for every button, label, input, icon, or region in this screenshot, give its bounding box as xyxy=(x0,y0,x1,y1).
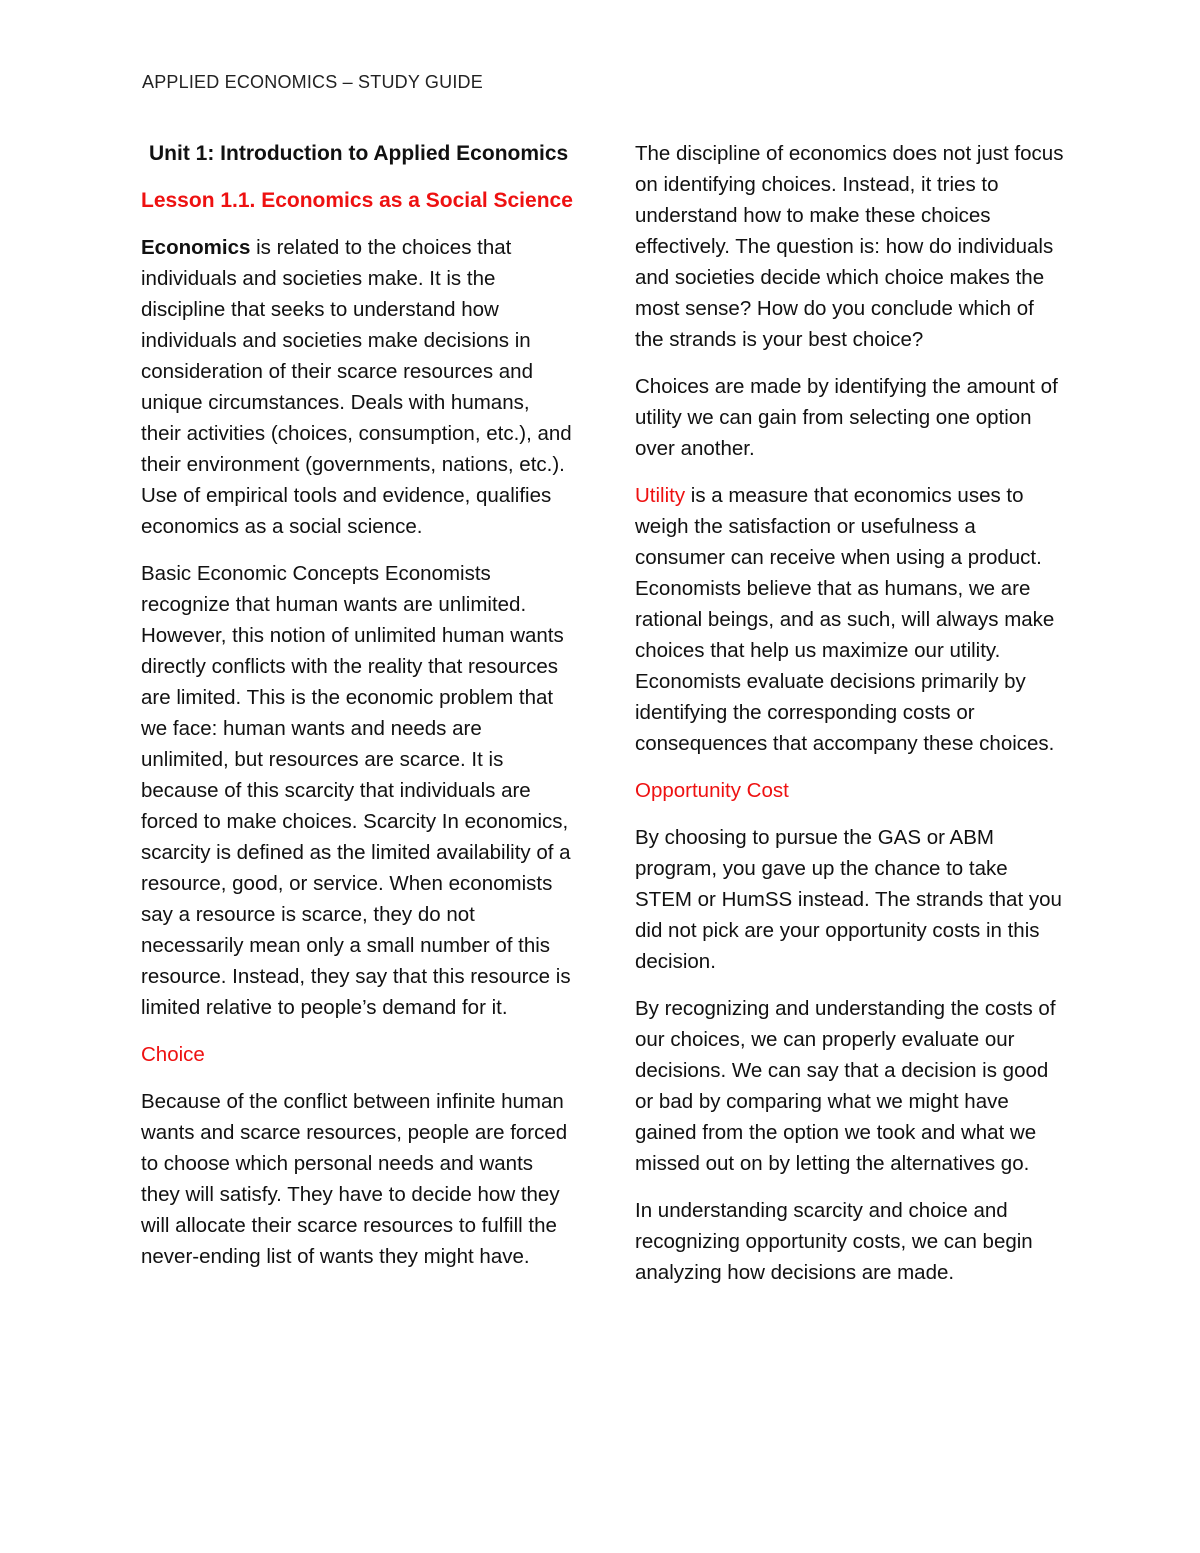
economics-definition-text: is related to the choices that individuals and societies make. It is the discipline that seeks to understand how individuals and societies make decisions in consideration of their scarce resources and unique circumstances. Deals with humans, their activities (choices, consumption, etc.), and their environment (governments, nations, etc.). Use of empirical tools and evidence, qualifies economics as a social science. xyxy=(141,236,572,538)
utility-term: Utility xyxy=(635,484,686,507)
discipline-paragraph: The discipline of economics does not just focus on identifying choices. Instead, it tries to understand how to make these choices effectively. The question is: how do individuals and societies decide which choice makes the most sense? How do you conclude which of the strands is your best choice? xyxy=(635,142,1064,351)
unit-title: Unit 1: Introduction to Applied Economics xyxy=(149,142,569,165)
opportunity-example-paragraph: By choosing to pursue the GAS or ABM program, you gave up the chance to take STEM or HumSS instead. The strands that you did not pick are your opportunity costs in this decision. xyxy=(635,826,1062,973)
evaluating-decisions-paragraph: By recognizing and understanding the costs of our choices, we can properly evaluate our decisions. We can say that a decision is good or bad by comparing what we might have gained from the option we took and what we missed out on by letting the alternatives go. xyxy=(635,997,1056,1175)
basic-concepts-paragraph: Basic Economic Concepts Economists recognize that human wants are unlimited. However, this notion of unlimited human wants directly conflicts with the reality that resources are limited. This is the economic problem that we face: human wants and needs are unlimited, but resources are scarce. It is because of this scarcity that individuals are forced to make choices. Scarcity In economics, scarcity is defined as the limited availability of a resource, good, or service. When economists say a resource is scarce, they do not necessarily mean only a small number of this resource. Instead, they say that this resource is limited relative to people’s demand for it. xyxy=(141,562,571,1019)
economics-term: Economics xyxy=(141,236,251,259)
choice-heading: Choice xyxy=(141,1043,205,1066)
utility-definition-text: is a measure that economics uses to weigh the satisfaction or usefulness a consumer can receive when using a product. Economists believe that as humans, we are rational beings, and as such, will always make choices that help us maximize our utility. Economists evaluate decisions primarily by identifying the corresponding costs or consequences that accompany these choices. xyxy=(635,484,1055,755)
utility-paragraph xyxy=(635,480,1067,759)
economics-definition-paragraph xyxy=(141,232,573,542)
choices-utility-paragraph: Choices are made by identifying the amount of utility we can gain from selecting one option over another. xyxy=(635,375,1058,460)
page-header: APPLIED ECONOMICS – STUDY GUIDE xyxy=(142,72,483,92)
conclusion-paragraph: In understanding scarcity and choice and recognizing opportunity costs, we can begin analyzing how decisions are made. xyxy=(635,1199,1033,1284)
choice-paragraph: Because of the conflict between infinite human wants and scarce resources, people are forced to choose which personal needs and wants they will satisfy. They have to decide how they will allocate their scarce resources to fulfill the never-ending list of wants they might have. xyxy=(141,1090,568,1268)
left-column xyxy=(141,138,573,1288)
opportunity-cost-heading: Opportunity Cost xyxy=(635,779,789,802)
lesson-title: Lesson 1.1. Economics as a Social Science xyxy=(141,189,573,212)
right-column xyxy=(635,138,1067,1304)
